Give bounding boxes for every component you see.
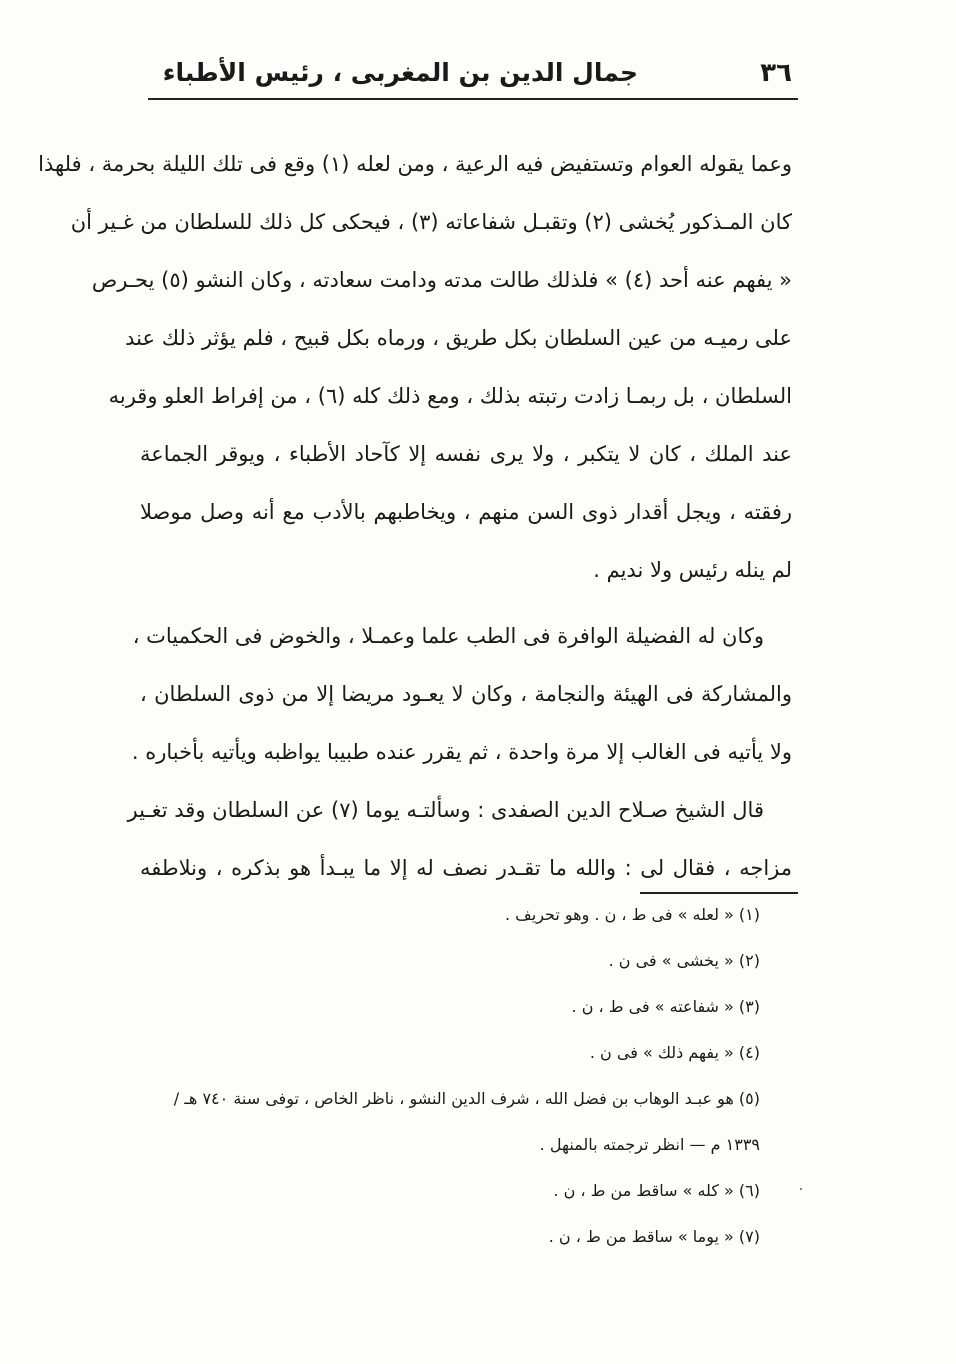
text-line: « يفهم عنه أحد (٤) » فلذلك طالت مدته ودامت سعادته ، وكان النشو (٥) يحـرص [91,268,792,292]
footnote: (٣) « شفاعته » فى ط ، ن . [571,997,760,1016]
footnotes [120,892,760,1260]
main-text [38,135,792,897]
footnote: (٦) « كله » ساقط من ط ، ن . [553,1181,760,1200]
text-line: وعما يقوله العوام وتستفيض فيه الرعية ، ومن لعله (١) وقع فى تلك الليلة بحرمة ، فلهذا [38,152,792,176]
running-title: جمال الدين بن المغربى ، رئيس الأطباء [162,58,638,87]
footnote: (٤) « يفهم ذلك » فى ن . [589,1043,760,1062]
text-line: والمشاركة فى الهيئة والنجامة ، وكان لا يعـود مريضا إلا من ذوى السلطان ، [140,682,792,706]
text-line: كان المـذكور يُخشى (٢) وتقبـل شفاعاته (٣) ، فيحكى كل ذلك للسلطان من غـير أن [70,210,792,234]
text-line: مزاجه ، فقال لى : والله ما تقـدر نصف له إلا ما يبـدأ هو بذكره ، ونلاطفه [140,856,792,880]
scan-speck [800,1188,802,1190]
text-line: وكان له الفضيلة الوافرة فى الطب علما وعمـلا ، والخوض فى الحكميات ، [132,624,764,648]
text-line: لم ينله رئيس ولا نديم . [593,558,792,582]
page-number: ٣٦ [760,58,792,88]
footnote-continuation: ١٣٣٩ م — انظر ترجمته بالمنهل . [539,1135,760,1154]
text-line: رفقته ، ويجل أقدار ذوى السن منهم ، ويخاطبهم بالأدب مع أنه وصل موصلا [140,500,792,524]
footnote: (٥) هو عبـد الوهاب بن فضل الله ، شرف الدين النشو ، ناظر الخاص ، توفى سنة ٧٤٠ هـ / [173,1089,760,1108]
text-line: السلطان ، بل ربمـا زادت رتبته بذلك ، ومع ذلك كله (٦) ، من إفراط العلو وقربه [108,384,792,408]
page-header [148,52,798,100]
footnote: (١) « لعله » فى ط ، ن . وهو تحريف . [505,905,760,924]
text-line: قال الشيخ صـلاح الدين الصفدى : وسألتـه يوما (٧) عن السلطان وقد تغـير [127,798,764,822]
footnote: (٧) « يوما » ساقط من ط ، ن . [548,1227,760,1246]
text-line: على رميـه من عين السلطان بكل طريق ، ورماه بكل قبيح ، فلم يؤثر ذلك عند [125,326,792,350]
text-line: ولا يأتيه فى الغالب إلا مرة واحدة ، ثم يقرر عنده طبيبا يواظبه ويأتيه بأخباره . [131,740,792,764]
footnote: (٢) « يخشى » فى ن . [608,951,760,970]
text-line: عند الملك ، كان لا يتكبر ، ولا يرى نفسه إلا كآحاد الأطباء ، ويوقر الجماعة [140,442,792,466]
